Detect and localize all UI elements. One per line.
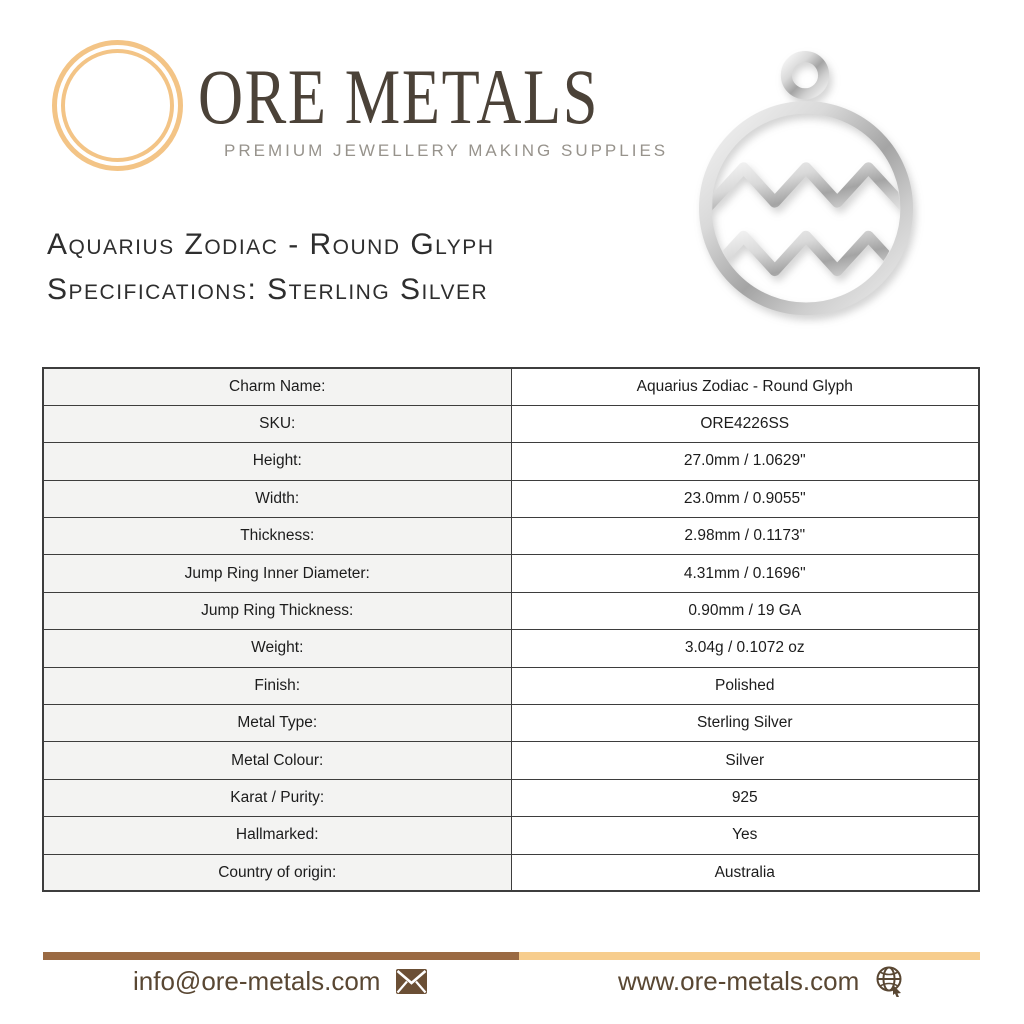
table-row xyxy=(43,592,979,629)
spec-value: ORE4226SS xyxy=(511,405,979,442)
table-row xyxy=(43,405,979,442)
spec-value: Silver xyxy=(511,742,979,779)
table-row xyxy=(43,779,979,816)
spec-label: Country of origin: xyxy=(43,854,511,891)
email-text: info@ore-metals.com xyxy=(133,965,381,996)
spec-label: Jump Ring Thickness: xyxy=(43,592,511,629)
spec-label: Jump Ring Inner Diameter: xyxy=(43,555,511,592)
spec-value: Australia xyxy=(511,854,979,891)
table-row xyxy=(43,443,979,480)
spec-label: Thickness: xyxy=(43,518,511,555)
spec-label: Metal Type: xyxy=(43,705,511,742)
brand-logo-inner-ring xyxy=(61,49,174,162)
table-row xyxy=(43,742,979,779)
jump-ring xyxy=(786,57,823,94)
table-row xyxy=(43,667,979,704)
spec-label: Width: xyxy=(43,480,511,517)
website-text: www.ore-metals.com xyxy=(618,965,860,996)
spec-label: SKU: xyxy=(43,405,511,442)
page-title xyxy=(47,222,494,312)
spec-label: Karat / Purity: xyxy=(43,779,511,816)
spec-label: Charm Name: xyxy=(43,368,511,405)
table-row xyxy=(43,368,979,405)
page-title-line2: Specifications: Sterling Silver xyxy=(47,273,489,306)
table-row xyxy=(43,817,979,854)
spec-label: Hallmarked: xyxy=(43,817,511,854)
spec-table xyxy=(42,367,980,892)
table-row xyxy=(43,705,979,742)
page-title-line1: Aquarius Zodiac - Round Glyph xyxy=(47,228,495,261)
table-row xyxy=(43,518,979,555)
spec-value: 925 xyxy=(511,779,979,816)
charm-body-ring xyxy=(705,107,906,308)
aquarius-charm-graphic xyxy=(690,44,922,336)
spec-label: Finish: xyxy=(43,667,511,704)
spec-value: Aquarius Zodiac - Round Glyph xyxy=(511,368,979,405)
spec-value: Sterling Silver xyxy=(511,705,979,742)
spec-label: Weight: xyxy=(43,630,511,667)
spec-label: Metal Colour: xyxy=(43,742,511,779)
spec-value: Yes xyxy=(511,817,979,854)
spec-value: 3.04g / 0.1072 oz xyxy=(511,630,979,667)
table-row xyxy=(43,630,979,667)
brand-tagline: PREMIUM JEWELLERY MAKING SUPPLIES xyxy=(224,141,669,160)
spec-value: 4.31mm / 0.1696" xyxy=(511,555,979,592)
spec-value: 27.0mm / 1.0629" xyxy=(511,443,979,480)
table-row xyxy=(43,480,979,517)
spec-label: Height: xyxy=(43,443,511,480)
footer-divider-bar xyxy=(43,952,980,960)
spec-value: 23.0mm / 0.9055" xyxy=(511,480,979,517)
brand-logo-ring xyxy=(52,40,183,171)
globe-icon xyxy=(874,965,906,997)
email-link[interactable] xyxy=(133,960,428,1002)
product-image-aquarius-charm xyxy=(690,44,922,336)
spec-value: Polished xyxy=(511,667,979,704)
spec-value: 2.98mm / 0.1173" xyxy=(511,518,979,555)
table-row xyxy=(43,555,979,592)
envelope-icon xyxy=(395,968,428,995)
website-link[interactable] xyxy=(618,960,906,1002)
spec-value: 0.90mm / 19 GA xyxy=(511,592,979,629)
table-row xyxy=(43,854,979,891)
brand-name: ORE METALS xyxy=(198,53,600,140)
